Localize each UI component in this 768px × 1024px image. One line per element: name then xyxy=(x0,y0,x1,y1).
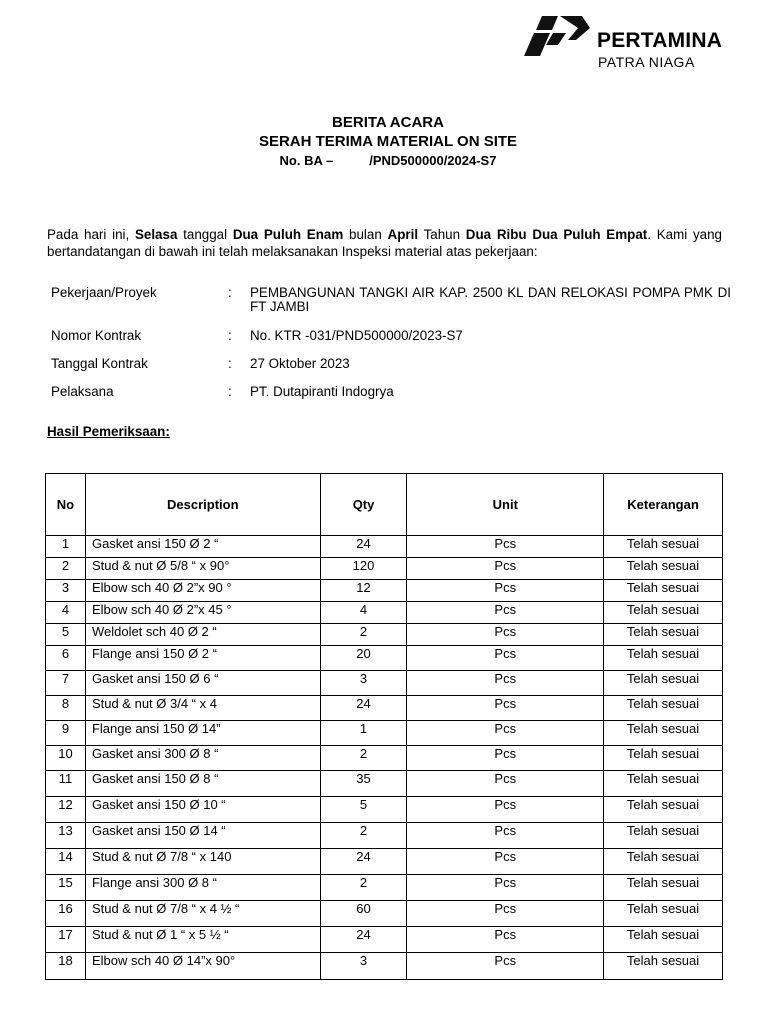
table-row xyxy=(46,671,723,696)
cell-remarks: Telah sesuai xyxy=(604,558,723,580)
cell-no: 4 xyxy=(46,602,86,624)
cell-unit: Pcs xyxy=(407,849,604,875)
cell-qty: 2 xyxy=(320,823,407,849)
cell-no: 6 xyxy=(46,646,86,671)
cell-description: Flange ansi 150 Ø 14” xyxy=(85,721,320,746)
cell-unit: Pcs xyxy=(407,624,604,646)
cell-remarks: Telah sesuai xyxy=(604,771,723,797)
table-row xyxy=(46,602,723,624)
table-row xyxy=(46,797,723,823)
cell-no: 8 xyxy=(46,696,86,721)
cell-qty: 35 xyxy=(320,771,407,797)
table-row xyxy=(46,823,723,849)
cell-qty: 20 xyxy=(320,646,407,671)
cell-qty: 24 xyxy=(320,536,407,558)
cell-description: Gasket ansi 150 Ø 6 “ xyxy=(85,671,320,696)
pertamina-logo-icon xyxy=(522,16,590,60)
cell-unit: Pcs xyxy=(407,875,604,901)
table-row xyxy=(46,771,723,797)
table-row xyxy=(46,927,723,953)
contract-date-label: Tanggal Kontrak xyxy=(51,356,148,371)
cell-unit: Pcs xyxy=(407,646,604,671)
intro-day: Selasa xyxy=(134,227,178,242)
cell-remarks: Telah sesuai xyxy=(604,536,723,558)
cell-unit: Pcs xyxy=(407,721,604,746)
cell-description: Gasket ansi 150 Ø 10 “ xyxy=(85,797,320,823)
cell-unit: Pcs xyxy=(407,771,604,797)
cell-no: 9 xyxy=(46,721,86,746)
intro-paragraph xyxy=(47,226,722,260)
company-logo xyxy=(522,14,737,74)
results-heading: Hasil Pemeriksaan: xyxy=(47,424,170,439)
table-row xyxy=(46,580,723,602)
cell-remarks: Telah sesuai xyxy=(604,849,723,875)
cell-remarks: Telah sesuai xyxy=(604,721,723,746)
table-header-row xyxy=(46,474,723,536)
contract-date-value: 27 Oktober 2023 xyxy=(250,356,350,371)
cell-description: Elbow sch 40 Ø 2”x 45 ° xyxy=(85,602,320,624)
document-title: BERITA ACARA xyxy=(332,114,444,131)
document-subtitle: SERAH TERIMA MATERIAL ON SITE xyxy=(258,133,518,150)
contract-number-label: Nomor Kontrak xyxy=(51,328,142,343)
cell-remarks: Telah sesuai xyxy=(604,646,723,671)
cell-unit: Pcs xyxy=(407,953,604,980)
cell-remarks: Telah sesuai xyxy=(604,746,723,771)
cell-unit: Pcs xyxy=(407,580,604,602)
project-colon: : xyxy=(228,285,232,300)
table-row xyxy=(46,721,723,746)
cell-unit: Pcs xyxy=(407,901,604,927)
cell-qty: 3 xyxy=(320,953,407,980)
contract-number-colon: : xyxy=(228,328,232,343)
cell-no: 18 xyxy=(46,953,86,980)
cell-description: Gasket ansi 300 Ø 8 “ xyxy=(85,746,320,771)
table-row xyxy=(46,953,723,980)
cell-unit: Pcs xyxy=(407,927,604,953)
header-unit: Unit xyxy=(407,474,604,536)
cell-remarks: Telah sesuai xyxy=(604,696,723,721)
cell-remarks: Telah sesuai xyxy=(604,927,723,953)
cell-no: 2 xyxy=(46,558,86,580)
table-row xyxy=(46,646,723,671)
document-number-prefix: No. BA – xyxy=(279,153,334,168)
cell-no: 12 xyxy=(46,797,86,823)
cell-qty: 2 xyxy=(320,624,407,646)
cell-remarks: Telah sesuai xyxy=(604,823,723,849)
project-value: PEMBANGUNAN TANGKI AIR KAP. 2500 KL DAN RELOKASI POMPA PMK DI FT JAMBI xyxy=(250,285,731,314)
cell-description: Elbow sch 40 Ø 2”x 90 ° xyxy=(85,580,320,602)
intro-month: April xyxy=(387,227,419,242)
cell-unit: Pcs xyxy=(407,671,604,696)
cell-description: Stud & nut Ø 1 “ x 5 ½ “ xyxy=(85,927,320,953)
cell-qty: 1 xyxy=(320,721,407,746)
cell-description: Stud & nut Ø 7/8 “ x 4 ½ “ xyxy=(85,901,320,927)
cell-description: Gasket ansi 150 Ø 14 “ xyxy=(85,823,320,849)
header-no: No xyxy=(46,474,86,536)
cell-description: Flange ansi 150 Ø 2 “ xyxy=(85,646,320,671)
cell-qty: 24 xyxy=(320,927,407,953)
project-label: Pekerjaan/Proyek xyxy=(51,285,157,300)
executor-colon: : xyxy=(228,384,232,399)
cell-description: Stud & nut Ø 7/8 “ x 140 xyxy=(85,849,320,875)
header-description: Description xyxy=(85,474,320,536)
cell-no: 16 xyxy=(46,901,86,927)
cell-unit: Pcs xyxy=(407,696,604,721)
cell-unit: Pcs xyxy=(407,536,604,558)
cell-remarks: Telah sesuai xyxy=(604,624,723,646)
cell-no: 17 xyxy=(46,927,86,953)
cell-unit: Pcs xyxy=(407,558,604,580)
cell-remarks: Telah sesuai xyxy=(604,875,723,901)
cell-qty: 3 xyxy=(320,671,407,696)
cell-qty: 120 xyxy=(320,558,407,580)
cell-qty: 24 xyxy=(320,849,407,875)
cell-no: 3 xyxy=(46,580,86,602)
logo-subtitle: PATRA NIAGA xyxy=(598,54,695,70)
cell-no: 15 xyxy=(46,875,86,901)
intro-text-1: Pada hari ini, xyxy=(47,227,135,242)
cell-description: Flange ansi 300 Ø 8 “ xyxy=(85,875,320,901)
table-row xyxy=(46,849,723,875)
header-remarks: Keterangan xyxy=(604,474,723,536)
cell-unit: Pcs xyxy=(407,797,604,823)
cell-remarks: Telah sesuai xyxy=(604,797,723,823)
intro-date: Dua Puluh Enam xyxy=(232,227,344,242)
table-row xyxy=(46,624,723,646)
cell-qty: 5 xyxy=(320,797,407,823)
cell-unit: Pcs xyxy=(407,602,604,624)
contract-date-colon: : xyxy=(228,356,232,371)
cell-remarks: Telah sesuai xyxy=(604,602,723,624)
logo-brand: PERTAMINA xyxy=(597,29,723,52)
header-qty: Qty xyxy=(320,474,407,536)
table-row xyxy=(46,558,723,580)
cell-no: 1 xyxy=(46,536,86,558)
cell-description: Elbow sch 40 Ø 14”x 90° xyxy=(85,953,320,980)
cell-remarks: Telah sesuai xyxy=(604,901,723,927)
cell-remarks: Telah sesuai xyxy=(604,953,723,980)
cell-no: 10 xyxy=(46,746,86,771)
table-row xyxy=(46,875,723,901)
executor-value: PT. Dutapiranti Indogrya xyxy=(250,384,394,399)
material-table xyxy=(45,473,723,980)
cell-description: Weldolet sch 40 Ø 2 “ xyxy=(85,624,320,646)
document-number xyxy=(0,153,768,168)
cell-qty: 12 xyxy=(320,580,407,602)
intro-text-5: . Kami yang bertandatangan di bawah ini telah melaksanakan Inspeksi material atas pekerjaan: xyxy=(47,227,722,259)
table-row xyxy=(46,746,723,771)
cell-remarks: Telah sesuai xyxy=(604,671,723,696)
intro-year: Dua Ribu Dua Puluh Empat xyxy=(465,227,648,242)
cell-qty: 24 xyxy=(320,696,407,721)
executor-label: Pelaksana xyxy=(51,384,114,399)
contract-number-value: No. KTR -031/PND500000/2023-S7 xyxy=(250,328,463,343)
cell-no: 11 xyxy=(46,771,86,797)
intro-text-2: tanggal xyxy=(177,227,233,242)
cell-qty: 60 xyxy=(320,901,407,927)
table-row xyxy=(46,536,723,558)
table-row xyxy=(46,696,723,721)
cell-description: Gasket ansi 150 Ø 2 “ xyxy=(85,536,320,558)
intro-text-3: bulan xyxy=(343,227,388,242)
cell-no: 14 xyxy=(46,849,86,875)
cell-no: 13 xyxy=(46,823,86,849)
cell-unit: Pcs xyxy=(407,823,604,849)
cell-description: Gasket ansi 150 Ø 8 “ xyxy=(85,771,320,797)
document-number-suffix: /PND500000/2024-S7 xyxy=(369,153,497,168)
cell-qty: 4 xyxy=(320,602,407,624)
cell-no: 5 xyxy=(46,624,86,646)
cell-unit: Pcs xyxy=(407,746,604,771)
cell-description: Stud & nut Ø 3/4 “ x 4 xyxy=(85,696,320,721)
cell-qty: 2 xyxy=(320,875,407,901)
cell-remarks: Telah sesuai xyxy=(604,580,723,602)
table-row xyxy=(46,901,723,927)
cell-description: Stud & nut Ø 5/8 “ x 90° xyxy=(85,558,320,580)
cell-qty: 2 xyxy=(320,746,407,771)
intro-text-4: Tahun xyxy=(418,227,466,242)
cell-no: 7 xyxy=(46,671,86,696)
